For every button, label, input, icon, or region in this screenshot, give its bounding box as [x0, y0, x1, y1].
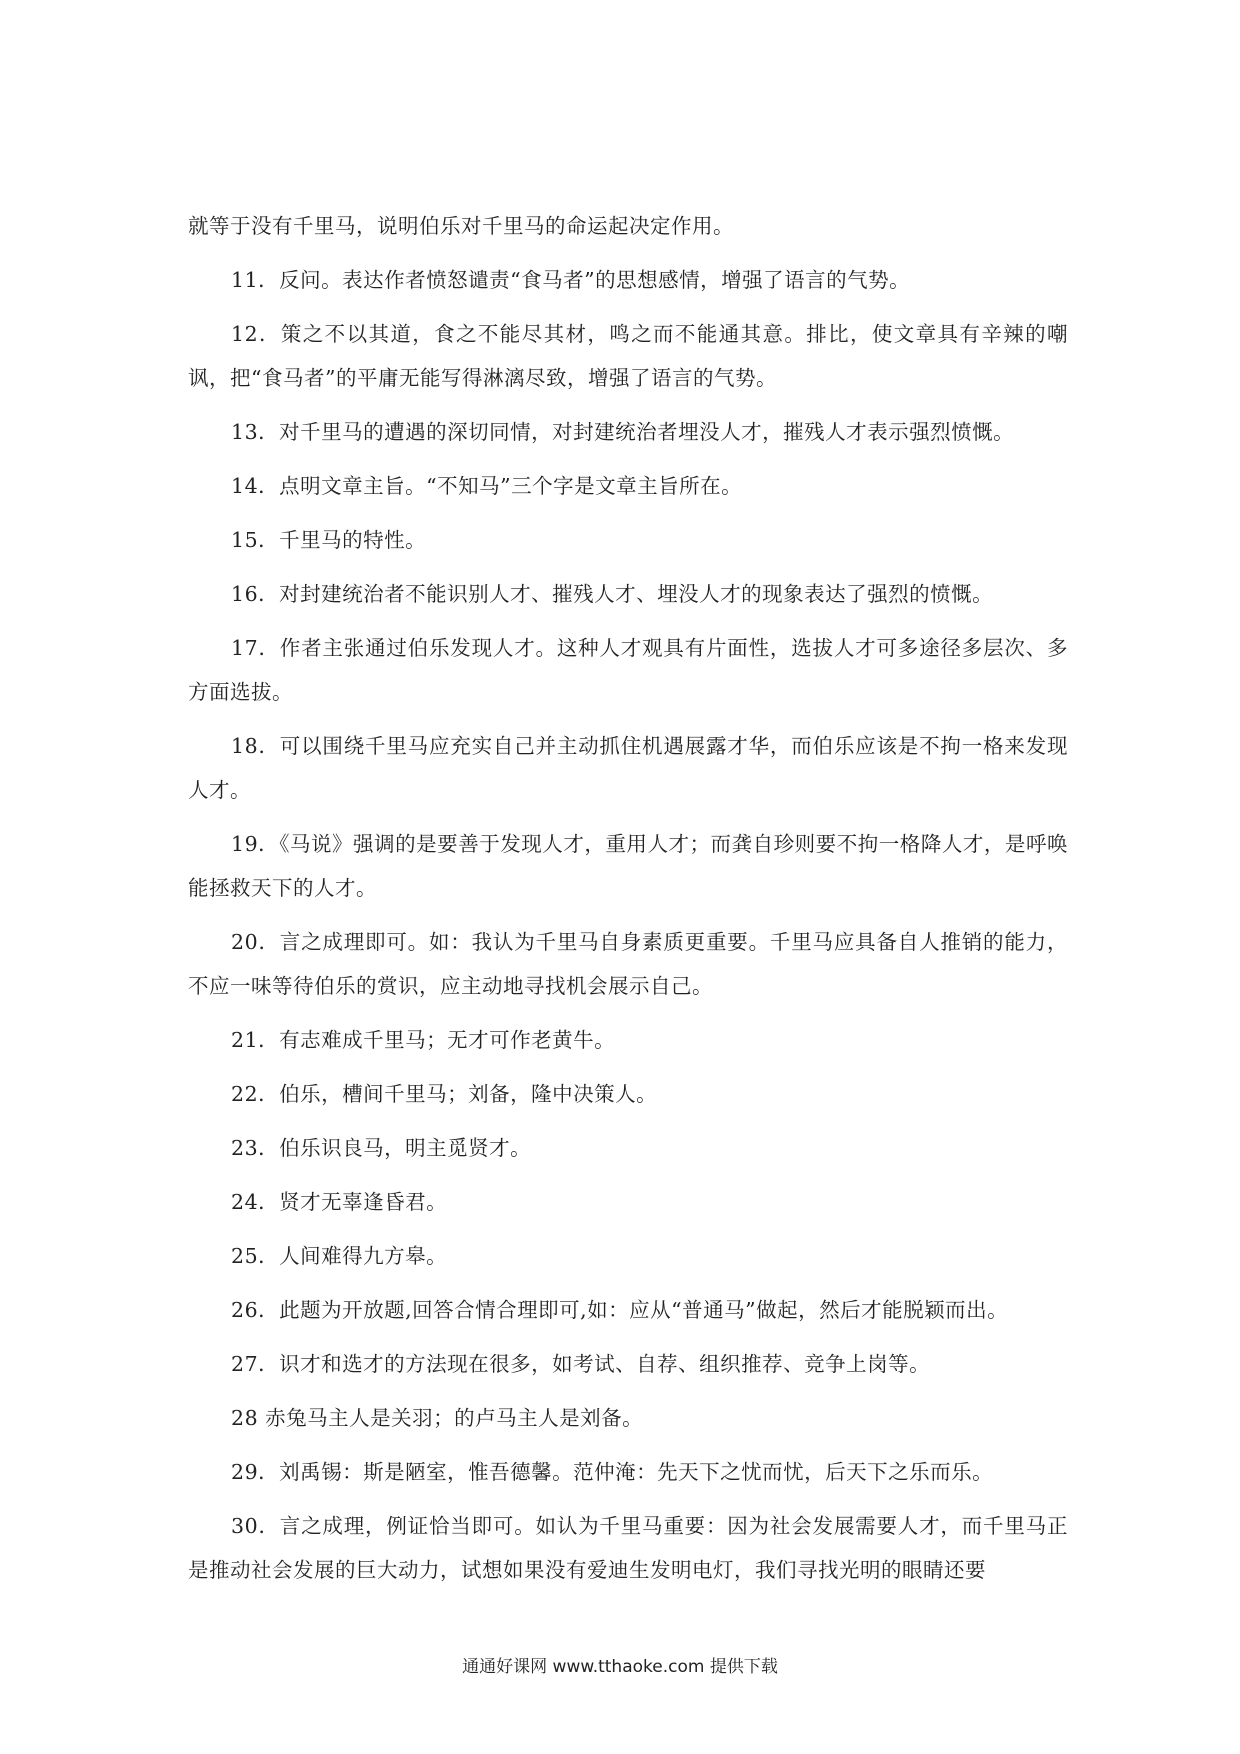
- answer-22: 22．伯乐，槽间千里马；刘备，隆中决策人。: [231, 1082, 658, 1106]
- answer-30: 30．言之成理，例证恰当即可。如认为千里马重要：因为社会发展需要人才，而千里马正是推动社会发展的巨大动力，试想如果没有爱迪生发明电灯，我们寻找光明的眼睛还要: [188, 1514, 1068, 1582]
- answer-20: 20．言之成理即可。如：我认为千里马自身素质更重要。千里马应具备自人推销的能力，不应一味等待伯乐的赏识，应主动地寻找机会展示自己。: [188, 930, 1068, 998]
- paragraph-continuation: 就等于没有千里马，说明伯乐对千里马的命运起决定作用。: [188, 214, 734, 238]
- page-footer: 通通好课网 www.tthaoke.com 提供下载: [462, 1657, 778, 1677]
- answer-19: 19．《马说》强调的是要善于发现人才，重用人才；而龚自珍则要不拘一格降人才，是呼唤能拯救天下的人才。: [188, 832, 1068, 900]
- answer-12: 12．策之不以其道，食之不能尽其材，鸣之而不能通其意。排比，使文章具有辛辣的嘲讽，把“食马者”的平庸无能写得淋漓尽致，增强了语言的气势。: [188, 322, 1068, 390]
- answer-body: [188, 204, 1068, 1602]
- answer-15: 15．千里马的特性。: [231, 528, 427, 552]
- answer-26: 26．此题为开放题,回答合情合理即可,如：应从“普通马”做起，然后才能脱颖而出。: [231, 1298, 1009, 1322]
- answer-28: 28 赤兔马主人是关羽；的卢马主人是刘备。: [231, 1406, 644, 1430]
- answer-25: 25．人间难得九方皋。: [231, 1244, 448, 1268]
- answer-16: 16．对封建统治者不能识别人才、摧残人才、埋没人才的现象表达了强烈的愤慨。: [231, 582, 994, 606]
- answer-21: 21．有志难成千里马；无才可作老黄牛。: [231, 1028, 616, 1052]
- answer-18: 18．可以围绕千里马应充实自己并主动抓住机遇展露才华，而伯乐应该是不拘一格来发现人才。: [188, 734, 1068, 802]
- answer-11: 11．反问。表达作者愤怒谴责“食马者”的思想感情，增强了语言的气势。: [231, 268, 911, 292]
- answer-27: 27．识才和选才的方法现在很多，如考试、自荐、组织推荐、竞争上岗等。: [231, 1352, 931, 1376]
- answer-13: 13．对千里马的遭遇的深切同情，对封建统治者埋没人才，摧残人才表示强烈愤慨。: [231, 420, 1015, 444]
- answer-23: 23．伯乐识良马，明主觅贤才。: [231, 1136, 532, 1160]
- answer-17: 17．作者主张通过伯乐发现人才。这种人才观具有片面性，选拔人才可多途径多层次、多方面选拔。: [188, 636, 1068, 704]
- answer-29: 29．刘禹锡：斯是陋室，惟吾德馨。范仲淹：先天下之忧而忧，后天下之乐而乐。: [231, 1460, 994, 1484]
- answer-14: 14．点明文章主旨。“不知马”三个字是文章主旨所在。: [231, 474, 743, 498]
- answer-24: 24．贤才无辜逢昏君。: [231, 1190, 448, 1214]
